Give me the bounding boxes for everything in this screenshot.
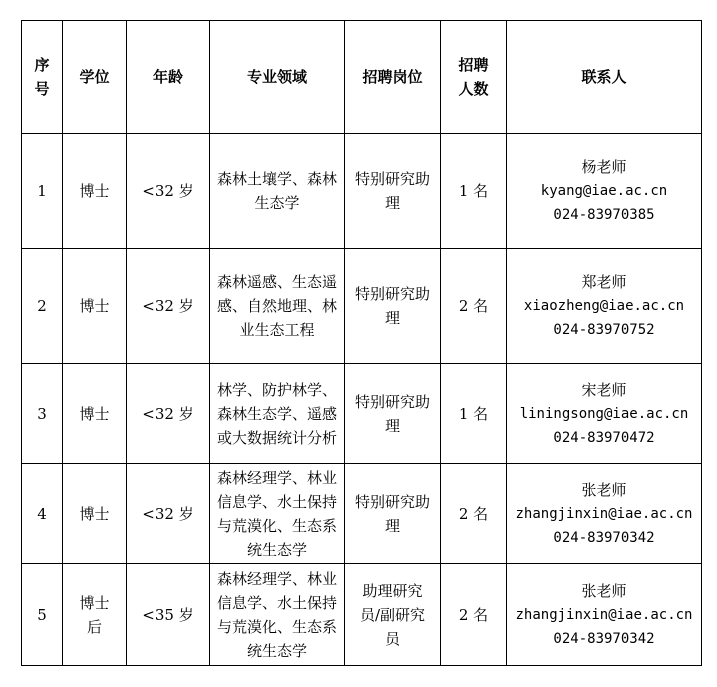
contact-cell: [507, 249, 702, 364]
contact-phone: 024-83970472: [553, 429, 655, 446]
seq-cell: 2: [22, 249, 63, 364]
degree-cell: 博士: [63, 134, 127, 249]
contact-phone: 024-83970385: [553, 207, 655, 223]
contact-name: 张老师: [581, 581, 627, 600]
age-cell: <32 岁: [127, 364, 210, 464]
position-cell: 特别研究助理: [345, 364, 441, 464]
position-cell: 助理研究员/副研究员: [345, 564, 441, 666]
seq-cell: 1: [22, 134, 63, 249]
count-cell: 1 名: [441, 364, 507, 464]
header-degree: 学位: [63, 21, 127, 134]
field-cell: 森林经理学、林业信息学、水土保持与荒漠化、生态系统生态学: [210, 564, 345, 666]
header-count: 招聘人数: [441, 21, 507, 134]
contact-email: xiaozheng@iae.ac.cn: [523, 298, 685, 314]
degree-cell: 博士: [63, 249, 127, 364]
age-cell: <35 岁: [127, 564, 210, 666]
header-field: 专业领域: [210, 21, 345, 134]
table-row: [22, 249, 702, 364]
contact-email: liningsong@iae.ac.cn: [519, 405, 689, 422]
contact-name: 张老师: [581, 480, 627, 499]
header-position: 招聘岗位: [345, 21, 441, 134]
seq-cell: 4: [22, 464, 63, 564]
table-row: [22, 134, 702, 249]
contact-name: 宋老师: [581, 380, 627, 399]
count-cell: 1 名: [441, 134, 507, 249]
contact-cell: [507, 464, 702, 564]
count-cell: 2 名: [441, 564, 507, 666]
header-seq: 序号: [22, 21, 63, 134]
degree-cell: 博士: [63, 464, 127, 564]
field-cell: 森林遥感、生态遥感、自然地理、林业生态工程: [210, 249, 345, 364]
contact-name: 杨老师: [581, 158, 627, 176]
degree-cell: 博士后: [63, 564, 127, 666]
age-cell: <32 岁: [127, 134, 210, 249]
header-contact: 联系人: [507, 21, 702, 134]
contact-cell: [507, 564, 702, 666]
header-age: 年龄: [127, 21, 210, 134]
position-cell: 特别研究助理: [345, 249, 441, 364]
seq-cell: 3: [22, 364, 63, 464]
contact-phone: 024-83970752: [553, 322, 655, 338]
degree-cell: 博士: [63, 364, 127, 464]
table-row: [22, 464, 702, 564]
count-cell: 2 名: [441, 249, 507, 364]
contact-phone: 024-83970342: [553, 630, 655, 647]
recruitment-table: [21, 20, 702, 666]
age-cell: <32 岁: [127, 249, 210, 364]
header-row: [22, 21, 702, 134]
field-cell: 森林经理学、林业信息学、水土保持与荒漠化、生态系统生态学: [210, 464, 345, 564]
contact-phone: 024-83970342: [553, 529, 655, 546]
field-cell: 森林土壤学、森林生态学: [210, 134, 345, 249]
contact-email: zhangjinxin@iae.ac.cn: [515, 606, 693, 623]
age-cell: <32 岁: [127, 464, 210, 564]
table-row: [22, 364, 702, 464]
table-row: [22, 564, 702, 666]
position-cell: 特别研究助理: [345, 464, 441, 564]
contact-cell: [507, 134, 702, 249]
contact-cell: [507, 364, 702, 464]
count-cell: 2 名: [441, 464, 507, 564]
seq-cell: 5: [22, 564, 63, 666]
contact-email: zhangjinxin@iae.ac.cn: [515, 505, 693, 522]
contact-email: kyang@iae.ac.cn: [540, 183, 668, 199]
position-cell: 特别研究助理: [345, 134, 441, 249]
contact-name: 郑老师: [581, 273, 627, 291]
field-cell: 林学、防护林学、森林生态学、遥感或大数据统计分析: [210, 364, 345, 464]
